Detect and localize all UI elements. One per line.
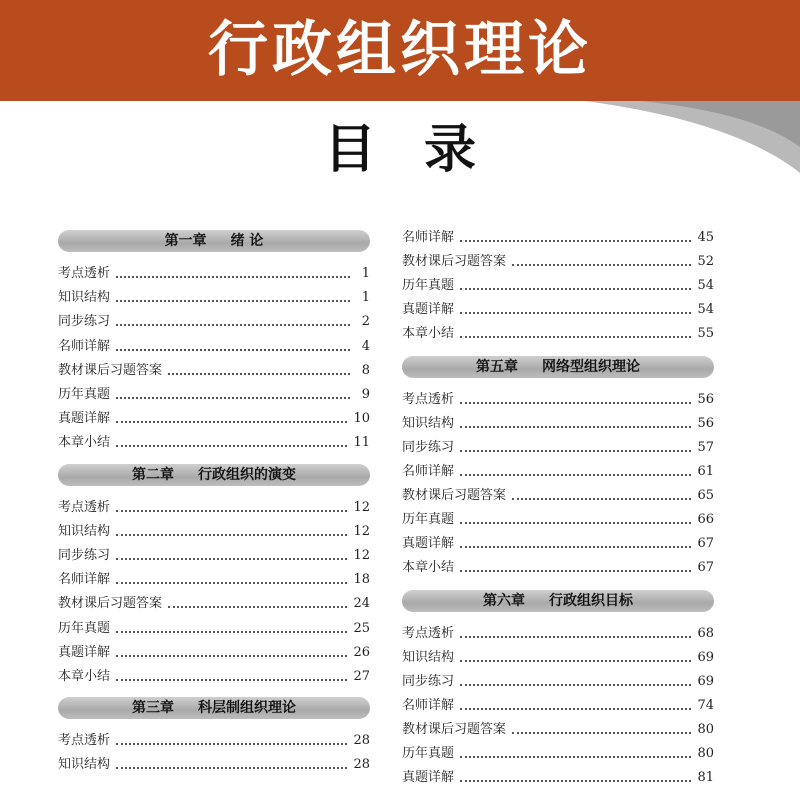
entry-page-number: 18 bbox=[353, 572, 370, 588]
toc-entry[interactable] bbox=[58, 731, 370, 751]
chapter-number: 第六章 bbox=[483, 593, 525, 609]
entry-page-number: 12 bbox=[353, 523, 370, 539]
entry-label: 本章小结 bbox=[58, 435, 111, 451]
toc-entry[interactable] bbox=[402, 414, 714, 434]
dot-leader bbox=[116, 655, 347, 657]
entry-page-number: 81 bbox=[697, 770, 714, 785]
entry-label: 真题详解 bbox=[402, 302, 455, 317]
entry-label: 知识结构 bbox=[58, 523, 111, 539]
dot-leader bbox=[460, 312, 691, 314]
entry-page-number: 56 bbox=[697, 416, 714, 431]
toc-entry[interactable] bbox=[402, 720, 714, 740]
chapter-heading bbox=[402, 590, 714, 612]
entry-label: 考点透析 bbox=[58, 733, 111, 749]
toc-entry[interactable] bbox=[58, 288, 370, 308]
toc-entry[interactable] bbox=[58, 312, 370, 332]
toc-entry[interactable] bbox=[402, 558, 714, 578]
toc-entry[interactable] bbox=[58, 433, 370, 453]
dot-leader bbox=[460, 336, 691, 338]
toc-entry[interactable] bbox=[402, 672, 714, 692]
entry-label: 历年真题 bbox=[402, 278, 455, 293]
chapter-number: 第一章 bbox=[164, 233, 207, 249]
entry-label: 考点透析 bbox=[402, 626, 455, 641]
entry-page-number: 57 bbox=[697, 440, 714, 455]
toc-entry[interactable] bbox=[402, 534, 714, 554]
dot-leader bbox=[116, 743, 347, 745]
entry-label: 本章小结 bbox=[402, 560, 455, 575]
entry-page-number: 69 bbox=[697, 674, 714, 689]
toc-entry[interactable] bbox=[58, 361, 370, 381]
chapter-number: 第二章 bbox=[132, 466, 174, 483]
entry-page-number: 61 bbox=[697, 464, 714, 479]
entry-page-number: 54 bbox=[697, 278, 714, 293]
entry-page-number: 24 bbox=[353, 596, 370, 612]
entry-page-number: 74 bbox=[697, 698, 714, 713]
toc-entry[interactable] bbox=[402, 510, 714, 530]
entry-label: 知识结构 bbox=[402, 416, 455, 431]
book-title: 行政组织理论 bbox=[208, 15, 592, 85]
dot-leader bbox=[460, 402, 691, 404]
dot-leader bbox=[116, 349, 350, 351]
entry-page-number: 1 bbox=[361, 266, 370, 281]
chapter-number: 第五章 bbox=[476, 359, 518, 375]
entry-page-number: 56 bbox=[697, 392, 714, 407]
entry-label: 知识结构 bbox=[402, 650, 455, 665]
entry-label: 名师详解 bbox=[402, 464, 455, 479]
toc-entry[interactable] bbox=[402, 228, 714, 248]
dot-leader bbox=[116, 534, 347, 536]
toc-entry[interactable] bbox=[58, 337, 370, 357]
toc-entry[interactable] bbox=[58, 385, 370, 405]
entry-page-number: 80 bbox=[697, 746, 714, 761]
entry-label: 名师详解 bbox=[402, 698, 455, 713]
dot-leader bbox=[460, 780, 691, 782]
entry-page-number: 27 bbox=[353, 669, 370, 684]
entry-label: 同步练习 bbox=[402, 674, 455, 689]
dot-leader bbox=[116, 767, 347, 769]
chapter-title: 网络型组织理论 bbox=[542, 359, 640, 375]
toc-entry[interactable] bbox=[58, 755, 370, 775]
entry-label: 名师详解 bbox=[58, 338, 111, 354]
entry-page-number: 55 bbox=[697, 326, 714, 341]
chapter-heading bbox=[58, 697, 370, 719]
entry-page-number: 28 bbox=[353, 757, 370, 773]
toc-entry[interactable] bbox=[402, 300, 714, 320]
entry-page-number: 2 bbox=[361, 314, 370, 330]
entry-label: 历年真题 bbox=[58, 387, 111, 402]
dot-leader bbox=[460, 660, 691, 662]
dot-leader bbox=[116, 324, 350, 326]
entry-page-number: 4 bbox=[361, 338, 370, 354]
toc-entry[interactable] bbox=[58, 594, 370, 614]
toc-entry[interactable] bbox=[58, 667, 370, 687]
toc-entry[interactable] bbox=[402, 324, 714, 344]
chapter-title: 行政组织的演变 bbox=[198, 466, 296, 483]
entry-page-number: 67 bbox=[697, 560, 714, 575]
toc-entry[interactable] bbox=[402, 438, 714, 458]
title-banner bbox=[0, 0, 800, 101]
dot-leader bbox=[116, 276, 350, 278]
dot-leader bbox=[460, 756, 691, 758]
entry-page-number: 54 bbox=[697, 302, 714, 317]
toc-entry[interactable] bbox=[402, 462, 714, 482]
toc-entry[interactable] bbox=[58, 264, 370, 284]
entry-label: 考点透析 bbox=[58, 499, 111, 515]
entry-page-number: 10 bbox=[353, 411, 370, 427]
entry-label: 真题详解 bbox=[58, 411, 111, 427]
dot-leader bbox=[116, 582, 347, 584]
dot-leader bbox=[512, 264, 691, 266]
toc-entry[interactable] bbox=[402, 744, 714, 764]
entry-label: 同步练习 bbox=[402, 440, 455, 455]
dot-leader bbox=[460, 636, 691, 638]
toc-entry[interactable] bbox=[58, 643, 370, 663]
entry-page-number: 8 bbox=[361, 362, 370, 378]
entry-page-number: 65 bbox=[697, 488, 714, 503]
entry-page-number: 67 bbox=[697, 536, 714, 551]
toc-entry[interactable] bbox=[58, 498, 370, 518]
entry-label: 名师详解 bbox=[58, 572, 111, 588]
dot-leader bbox=[116, 445, 347, 447]
toc-entry[interactable] bbox=[402, 768, 714, 788]
dot-leader bbox=[512, 498, 691, 500]
entry-label: 教材课后习题答案 bbox=[402, 488, 507, 503]
entry-page-number: 69 bbox=[697, 650, 714, 665]
toc-heading: 目录 bbox=[323, 120, 524, 180]
dot-leader bbox=[460, 570, 691, 572]
entry-label: 真题详解 bbox=[402, 536, 455, 551]
entry-label: 教材课后习题答案 bbox=[58, 596, 163, 612]
entry-page-number: 52 bbox=[697, 254, 714, 269]
entry-label: 知识结构 bbox=[58, 757, 111, 773]
chapter-title: 科层制组织理论 bbox=[198, 700, 296, 717]
entry-page-number: 25 bbox=[353, 620, 370, 636]
entry-page-number: 1 bbox=[361, 290, 370, 306]
entry-label: 考点透析 bbox=[58, 266, 111, 281]
toc-entry[interactable] bbox=[58, 546, 370, 566]
dot-leader bbox=[116, 397, 350, 399]
dot-leader bbox=[116, 679, 347, 681]
dot-leader bbox=[512, 732, 691, 734]
entry-page-number: 26 bbox=[353, 644, 370, 660]
entry-label: 历年真题 bbox=[402, 512, 455, 527]
toc-entry[interactable] bbox=[402, 648, 714, 668]
dot-leader bbox=[116, 558, 347, 560]
entry-label: 名师详解 bbox=[402, 230, 455, 245]
entry-label: 教材课后习题答案 bbox=[402, 722, 507, 737]
entry-label: 历年真题 bbox=[402, 746, 455, 761]
entry-page-number: 9 bbox=[361, 387, 370, 402]
chapter-heading bbox=[58, 464, 370, 486]
dot-leader bbox=[116, 631, 347, 633]
toc-entry[interactable] bbox=[58, 409, 370, 429]
toc-entry[interactable] bbox=[402, 252, 714, 272]
toc-entry[interactable] bbox=[402, 276, 714, 296]
dot-leader bbox=[460, 288, 691, 290]
dot-leader bbox=[460, 684, 691, 686]
entry-page-number: 45 bbox=[697, 230, 714, 245]
chapter-number: 第三章 bbox=[132, 700, 174, 717]
toc-entry[interactable] bbox=[402, 624, 714, 644]
dot-leader bbox=[460, 474, 691, 476]
dot-leader bbox=[116, 300, 350, 302]
dot-leader bbox=[460, 546, 691, 548]
toc-entry[interactable] bbox=[402, 486, 714, 506]
chapter-title: 行政组织目标 bbox=[549, 593, 633, 609]
dot-leader bbox=[460, 426, 691, 428]
entry-label: 本章小结 bbox=[58, 669, 111, 684]
dot-leader bbox=[460, 240, 691, 242]
entry-label: 本章小结 bbox=[402, 326, 455, 341]
entry-label: 真题详解 bbox=[402, 770, 455, 785]
entry-label: 知识结构 bbox=[58, 290, 111, 306]
entry-label: 教材课后习题答案 bbox=[58, 362, 163, 378]
entry-page-number: 11 bbox=[353, 435, 370, 451]
entry-label: 同步练习 bbox=[58, 314, 111, 330]
toc-entry[interactable] bbox=[402, 696, 714, 716]
toc-entry[interactable] bbox=[402, 390, 714, 410]
entry-page-number: 68 bbox=[697, 626, 714, 641]
entry-page-number: 66 bbox=[697, 512, 714, 527]
dot-leader bbox=[460, 450, 691, 452]
dot-leader bbox=[460, 708, 691, 710]
chapter-heading bbox=[402, 356, 714, 378]
entry-label: 真题详解 bbox=[58, 644, 111, 660]
dot-leader bbox=[168, 606, 347, 608]
toc-entry[interactable] bbox=[58, 522, 370, 542]
toc-entry[interactable] bbox=[58, 619, 370, 639]
entry-label: 教材课后习题答案 bbox=[402, 254, 507, 269]
dot-leader bbox=[116, 510, 347, 512]
chapter-heading bbox=[58, 230, 370, 252]
entry-label: 历年真题 bbox=[58, 620, 111, 636]
chapter-title: 绪 论 bbox=[230, 233, 264, 249]
entry-label: 考点透析 bbox=[402, 392, 455, 407]
entry-page-number: 12 bbox=[353, 499, 370, 515]
entry-page-number: 12 bbox=[353, 548, 370, 563]
dot-leader bbox=[460, 522, 691, 524]
entry-label: 同步练习 bbox=[58, 548, 111, 563]
dot-leader bbox=[168, 373, 350, 375]
entry-page-number: 80 bbox=[697, 722, 714, 737]
toc-entry[interactable] bbox=[58, 570, 370, 590]
entry-page-number: 28 bbox=[353, 733, 370, 749]
dot-leader bbox=[116, 421, 347, 423]
